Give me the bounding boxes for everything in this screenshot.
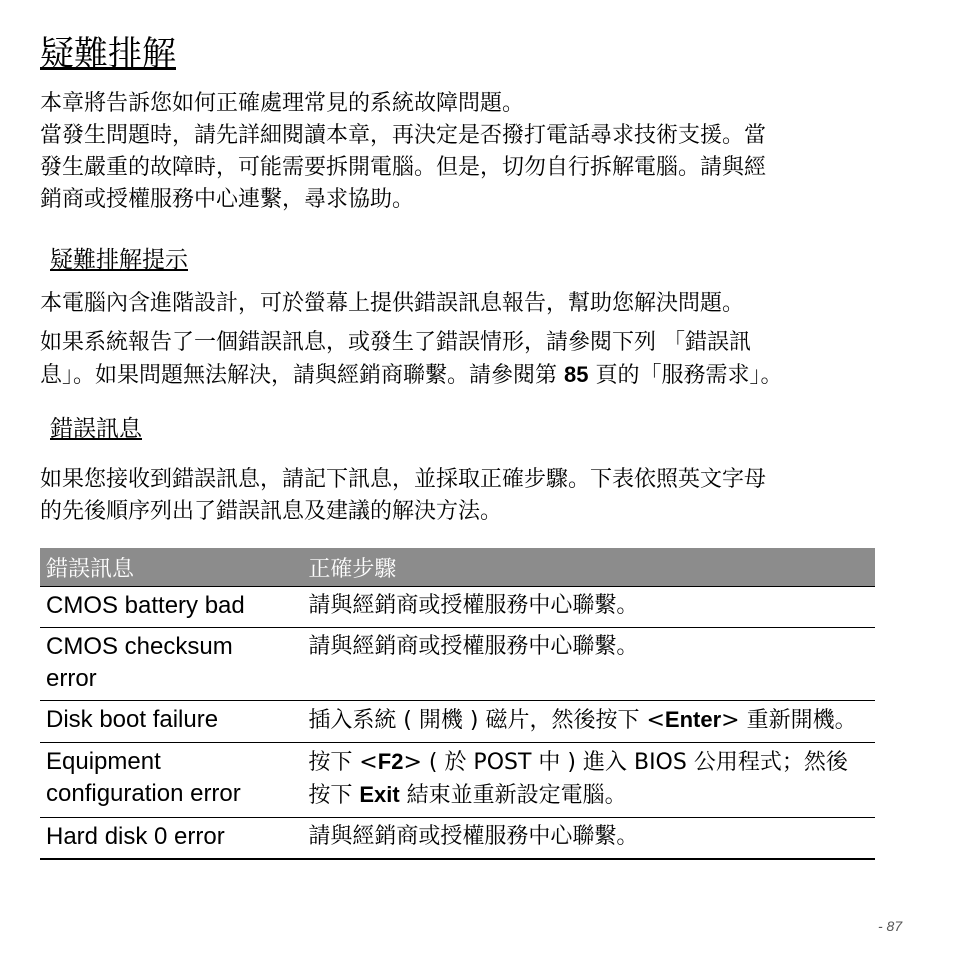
- page-number: - 87: [878, 918, 903, 934]
- column-header-action: 正確步驟: [302, 548, 875, 587]
- page-content: [40, 32, 916, 528]
- column-header-message: 錯誤訊息: [40, 548, 302, 587]
- tips-paragraph-1: 本電腦內含進階設計，可於螢幕上提供錯誤訊息報告，幫助您解決問題。: [40, 291, 745, 316]
- tips-text: 息」。如果問題無法解決，請與經銷商聯繫。請參閱第: [40, 363, 558, 388]
- error-message: CMOS battery bad: [40, 587, 302, 628]
- page-reference[interactable]: 85: [564, 362, 589, 387]
- errors-line: 的先後順序列出了錯誤訊息及建議的解決方法。: [40, 499, 503, 524]
- action-text: 插入系統 ( 開機 ) 磁片，然後按下 <: [308, 708, 665, 733]
- errors-line: 如果您接收到錯誤訊息，請記下訊息，並採取正確步驟。下表依照英文字母: [40, 467, 767, 492]
- error-table: [40, 548, 875, 860]
- table-row: [40, 628, 875, 701]
- table-header-row: [40, 548, 875, 587]
- tips-line: 如果系統報告了一個錯誤訊息，或發生了錯誤情形，請參閱下列 「錯誤訊: [40, 330, 751, 355]
- table-row: [40, 818, 875, 860]
- tips-paragraph-2: [40, 327, 916, 392]
- action-text: > 重新開機。: [721, 708, 857, 733]
- page-title: 疑難排解: [40, 34, 176, 74]
- error-action: [302, 743, 875, 818]
- error-message: CMOS checksum error: [40, 628, 302, 701]
- intro-line: 銷商或授權服務中心連繫，尋求協助。: [40, 187, 415, 212]
- key-enter: Enter: [664, 707, 722, 732]
- intro-line: 當發生問題時，請先詳細閱讀本章，再決定是否撥打電話尋求技術支援。當: [40, 123, 767, 148]
- key-f2: F2: [377, 749, 404, 774]
- tips-line: [40, 359, 916, 392]
- error-action: [302, 701, 875, 743]
- intro-paragraph: [40, 88, 916, 216]
- error-action: 請與經銷商或授權服務中心聯繫。: [302, 628, 875, 701]
- errors-heading: 錯誤訊息: [50, 416, 142, 442]
- intro-line: 本章將告訴您如何正確處理常見的系統故障問題。: [40, 91, 525, 116]
- error-message: Hard disk 0 error: [40, 818, 302, 860]
- table-row: [40, 701, 875, 743]
- key-exit: Exit: [359, 782, 400, 807]
- tips-heading: 疑難排解提示: [50, 247, 188, 273]
- error-action: 請與經銷商或授權服務中心聯繫。: [302, 587, 875, 628]
- action-text: 結束並重新設定電腦。: [399, 783, 627, 808]
- tips-text: 頁的「服務需求」。: [595, 363, 783, 388]
- error-message: Equipment configuration error: [40, 743, 302, 818]
- intro-line: 發生嚴重的故障時，可能需要拆開電腦。但是，切勿自行拆解電腦。請與經: [40, 155, 767, 180]
- errors-paragraph: [40, 464, 916, 528]
- table-row: [40, 743, 875, 818]
- error-action: 請與經銷商或授權服務中心聯繫。: [302, 818, 875, 860]
- action-text: 按下 <: [308, 750, 378, 775]
- action-text: > ( 於 POST 中 ) 進入 BIOS 公用程式；然後按下: [308, 750, 848, 808]
- error-message: Disk boot failure: [40, 701, 302, 743]
- table-row: [40, 587, 875, 628]
